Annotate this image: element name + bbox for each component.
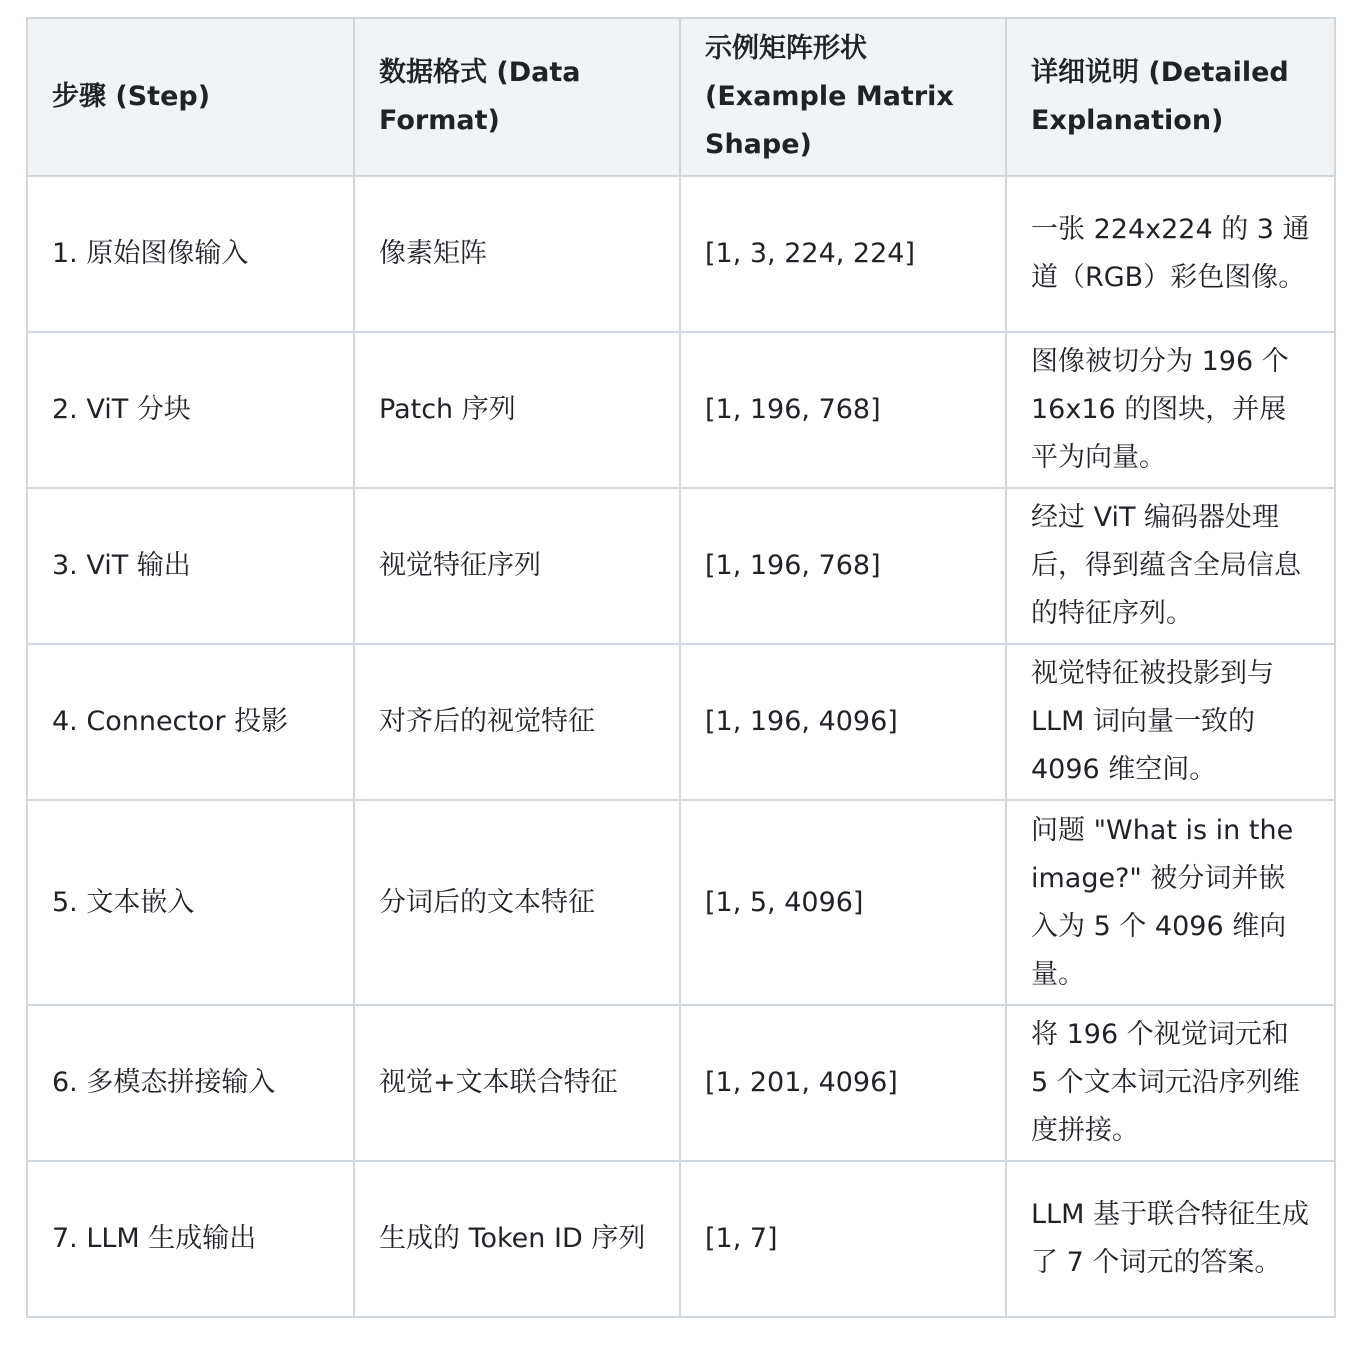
cell-shape: [1, 196, 4096]: [680, 644, 1006, 800]
cell-shape: [1, 196, 768]: [680, 488, 1006, 644]
header-data-format: 数据格式 (Data Format): [354, 18, 680, 176]
table-row: [27, 488, 1335, 644]
cell-shape: [1, 201, 4096]: [680, 1005, 1006, 1161]
table-row: [27, 1161, 1335, 1317]
cell-explanation: 图像被切分为 196 个 16x16 的图块，并展平为向量。: [1006, 332, 1335, 488]
table-header: [27, 18, 1335, 176]
table-row: [27, 644, 1335, 800]
cell-data-format: 视觉特征序列: [354, 488, 680, 644]
cell-explanation: 视觉特征被投影到与 LLM 词向量一致的 4096 维空间。: [1006, 644, 1335, 800]
cell-data-format: 生成的 Token ID 序列: [354, 1161, 680, 1317]
cell-data-format: 像素矩阵: [354, 176, 680, 332]
cell-explanation: 问题 "What is in the image?" 被分词并嵌入为 5 个 4096 维向量。: [1006, 800, 1335, 1005]
header-explanation: 详细说明 (Detailed Explanation): [1006, 18, 1335, 176]
cell-step: 7. LLM 生成输出: [27, 1161, 354, 1317]
cell-data-format: 视觉+文本联合特征: [354, 1005, 680, 1161]
cell-explanation: 经过 ViT 编码器处理后，得到蕴含全局信息的特征序列。: [1006, 488, 1335, 644]
cell-data-format: Patch 序列: [354, 332, 680, 488]
cell-shape: [1, 5, 4096]: [680, 800, 1006, 1005]
cell-shape: [1, 3, 224, 224]: [680, 176, 1006, 332]
table-body: [27, 176, 1335, 1317]
cell-step: 1. 原始图像输入: [27, 176, 354, 332]
header-row: [27, 18, 1335, 176]
header-step: 步骤 (Step): [27, 18, 354, 176]
pipeline-table: [26, 17, 1336, 1318]
cell-data-format: 对齐后的视觉特征: [354, 644, 680, 800]
table-row: [27, 176, 1335, 332]
header-example-shape: 示例矩阵形状 (Example Matrix Shape): [680, 18, 1006, 176]
cell-explanation: 一张 224x224 的 3 通道（RGB）彩色图像。: [1006, 176, 1335, 332]
table-container: [26, 17, 1334, 1318]
cell-explanation: 将 196 个视觉词元和 5 个文本词元沿序列维度拼接。: [1006, 1005, 1335, 1161]
cell-data-format: 分词后的文本特征: [354, 800, 680, 1005]
table-row: [27, 1005, 1335, 1161]
cell-step: 2. ViT 分块: [27, 332, 354, 488]
cell-step: 6. 多模态拼接输入: [27, 1005, 354, 1161]
cell-step: 5. 文本嵌入: [27, 800, 354, 1005]
cell-step: 4. Connector 投影: [27, 644, 354, 800]
table-row: [27, 800, 1335, 1005]
cell-explanation: LLM 基于联合特征生成了 7 个词元的答案。: [1006, 1161, 1335, 1317]
cell-shape: [1, 196, 768]: [680, 332, 1006, 488]
cell-step: 3. ViT 输出: [27, 488, 354, 644]
cell-shape: [1, 7]: [680, 1161, 1006, 1317]
table-row: [27, 332, 1335, 488]
